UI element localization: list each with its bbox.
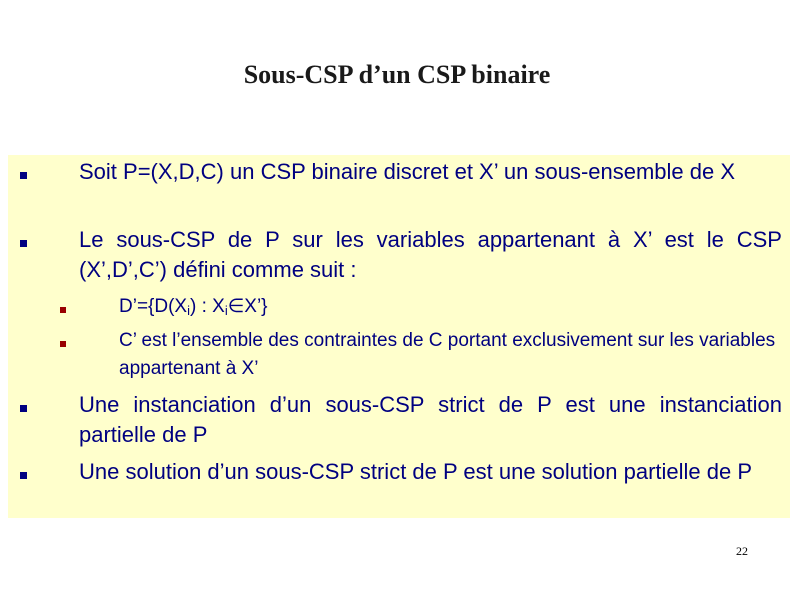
bullet-text: Soit P=(X,D,C) un CSP binaire discret et X’ un sous-ensemble de X — [79, 159, 736, 184]
square-bullet-icon — [20, 240, 27, 247]
bullet-text — [119, 293, 782, 325]
formula-prefix: D’={D(X — [119, 296, 188, 317]
bullet-text: Une solution d’un sous-CSP strict de P est une solution partielle de P — [79, 459, 753, 484]
content-box — [8, 155, 790, 518]
bullet-text: Une instanciation d’un sous-CSP strict de P est une instanciation partielle de P — [79, 392, 782, 447]
page-number: 22 — [736, 544, 748, 558]
formula-mid: ) : X — [190, 296, 225, 317]
square-bullet-icon — [20, 172, 27, 179]
subscript: i — [187, 303, 190, 318]
square-bullet-icon — [60, 341, 66, 347]
square-bullet-icon — [20, 405, 27, 412]
square-bullet-icon — [60, 307, 66, 313]
subscript: i — [224, 303, 228, 318]
bullet-text: C’ est l’ensemble des contraintes de C portant exclusivement sur les variables appartenant à X’ — [119, 330, 776, 379]
bullet-text: Le sous-CSP de P sur les variables appartenant à X’ est le CSP (X’,D’,C’) défini comme suit : — [79, 227, 782, 282]
formula-suffix: ∈X’} — [227, 296, 268, 317]
slide-title: Sous-CSP d’un CSP binaire — [243, 60, 551, 89]
square-bullet-icon — [20, 472, 27, 479]
